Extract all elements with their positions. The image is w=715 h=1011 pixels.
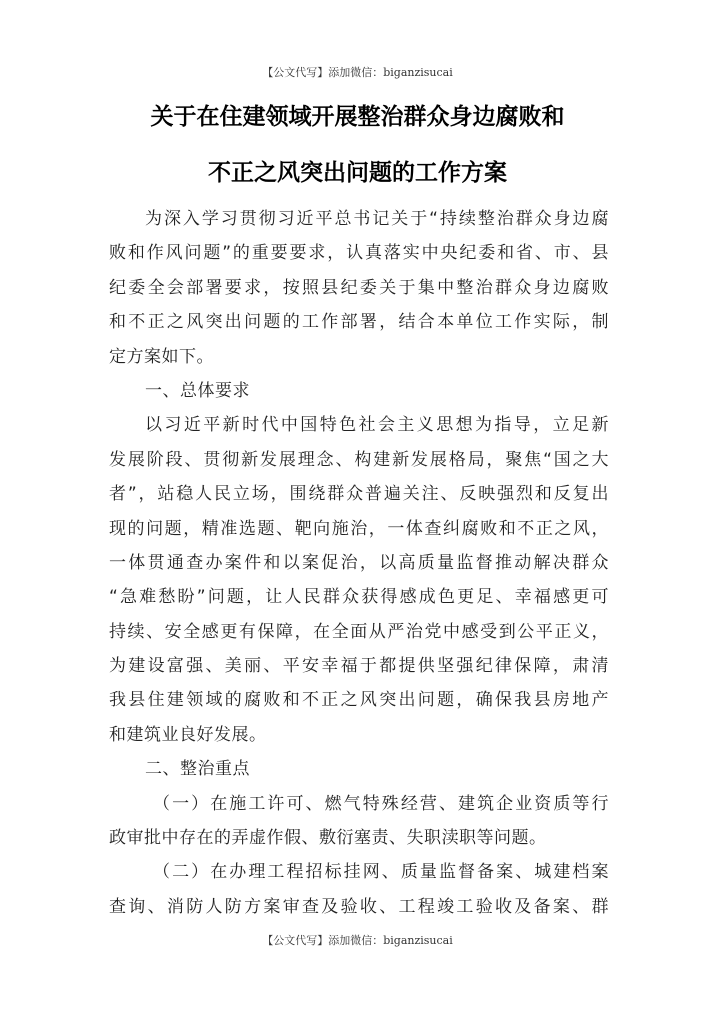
paragraph-line: 定方案如下。 xyxy=(109,346,214,367)
paragraph-line: 持续、安全感更有保障，在全面从严治党中感受到公平正义， xyxy=(109,621,609,642)
paragraph-line: 以习近平新时代中国特色社会主义思想为指导，立足新 xyxy=(145,415,609,436)
paragraph-line: 政审批中存在的弄虚作假、敷衍塞责、失职渎职等问题。 xyxy=(109,828,547,849)
section-heading: 一、总体要求 xyxy=(145,380,250,401)
paragraph-line: 者”，站稳人民立场，围绕群众普遍关注、反映强烈和反复出 xyxy=(109,484,609,505)
paragraph-line: 败和作风问题”的重要要求，认真落实中央纪委和省、市、县 xyxy=(109,243,609,264)
paragraph-line: “急难愁盼”问题，让人民群众获得感成色更足、幸福感更可 xyxy=(109,587,609,608)
document-body xyxy=(109,202,609,924)
paragraph-line: 现的问题，精准选题、靶向施治，一体查纠腐败和不正之风， xyxy=(109,518,609,539)
paragraph-line: 为建设富强、美丽、平安幸福于都提供坚强纪律保障，肃清 xyxy=(109,656,609,677)
document-title-line-1: 关于在住建领域开展整治群众身边腐败和 xyxy=(150,104,565,130)
paragraph-line: 一体贯通查办案件和以案促治，以高质量监督推动解决群众 xyxy=(109,552,609,573)
paragraph-line: 查询、消防人防方案审查及验收、工程竣工验收及备案、群 xyxy=(109,896,609,917)
paragraph-line: 和不正之风突出问题的工作部署，结合本单位工作实际，制 xyxy=(109,312,609,333)
paragraph-line: 和建筑业良好发展。 xyxy=(109,724,267,745)
paragraph-line: 纪委全会部署要求，按照县纪委关于集中整治群众身边腐败 xyxy=(109,277,609,298)
paragraph-line: 为深入学习贯彻习近平总书记关于“持续整治群众身边腐 xyxy=(145,209,609,229)
paragraph-line: （二）在办理工程招标挂网、质量监督备案、城建档案 xyxy=(153,862,609,883)
page-header-note: 【公文代写】添加微信：biganzisucai xyxy=(262,66,453,79)
paragraph-line: 我县住建领域的腐败和不正之风突出问题，确保我县房地产 xyxy=(109,690,609,711)
paragraph-line: 发展阶段、贯彻新发展理念、构建新发展格局，聚焦“国之大 xyxy=(109,449,609,470)
page-footer-note: 【公文代写】添加微信：biganzisucai xyxy=(262,934,453,947)
section-heading: 二、整治重点 xyxy=(145,759,250,780)
document-title-line-2: 不正之风突出问题的工作方案 xyxy=(208,160,507,186)
paragraph-line: （一）在施工许可、燃气特殊经营、建筑企业资质等行 xyxy=(153,793,609,814)
